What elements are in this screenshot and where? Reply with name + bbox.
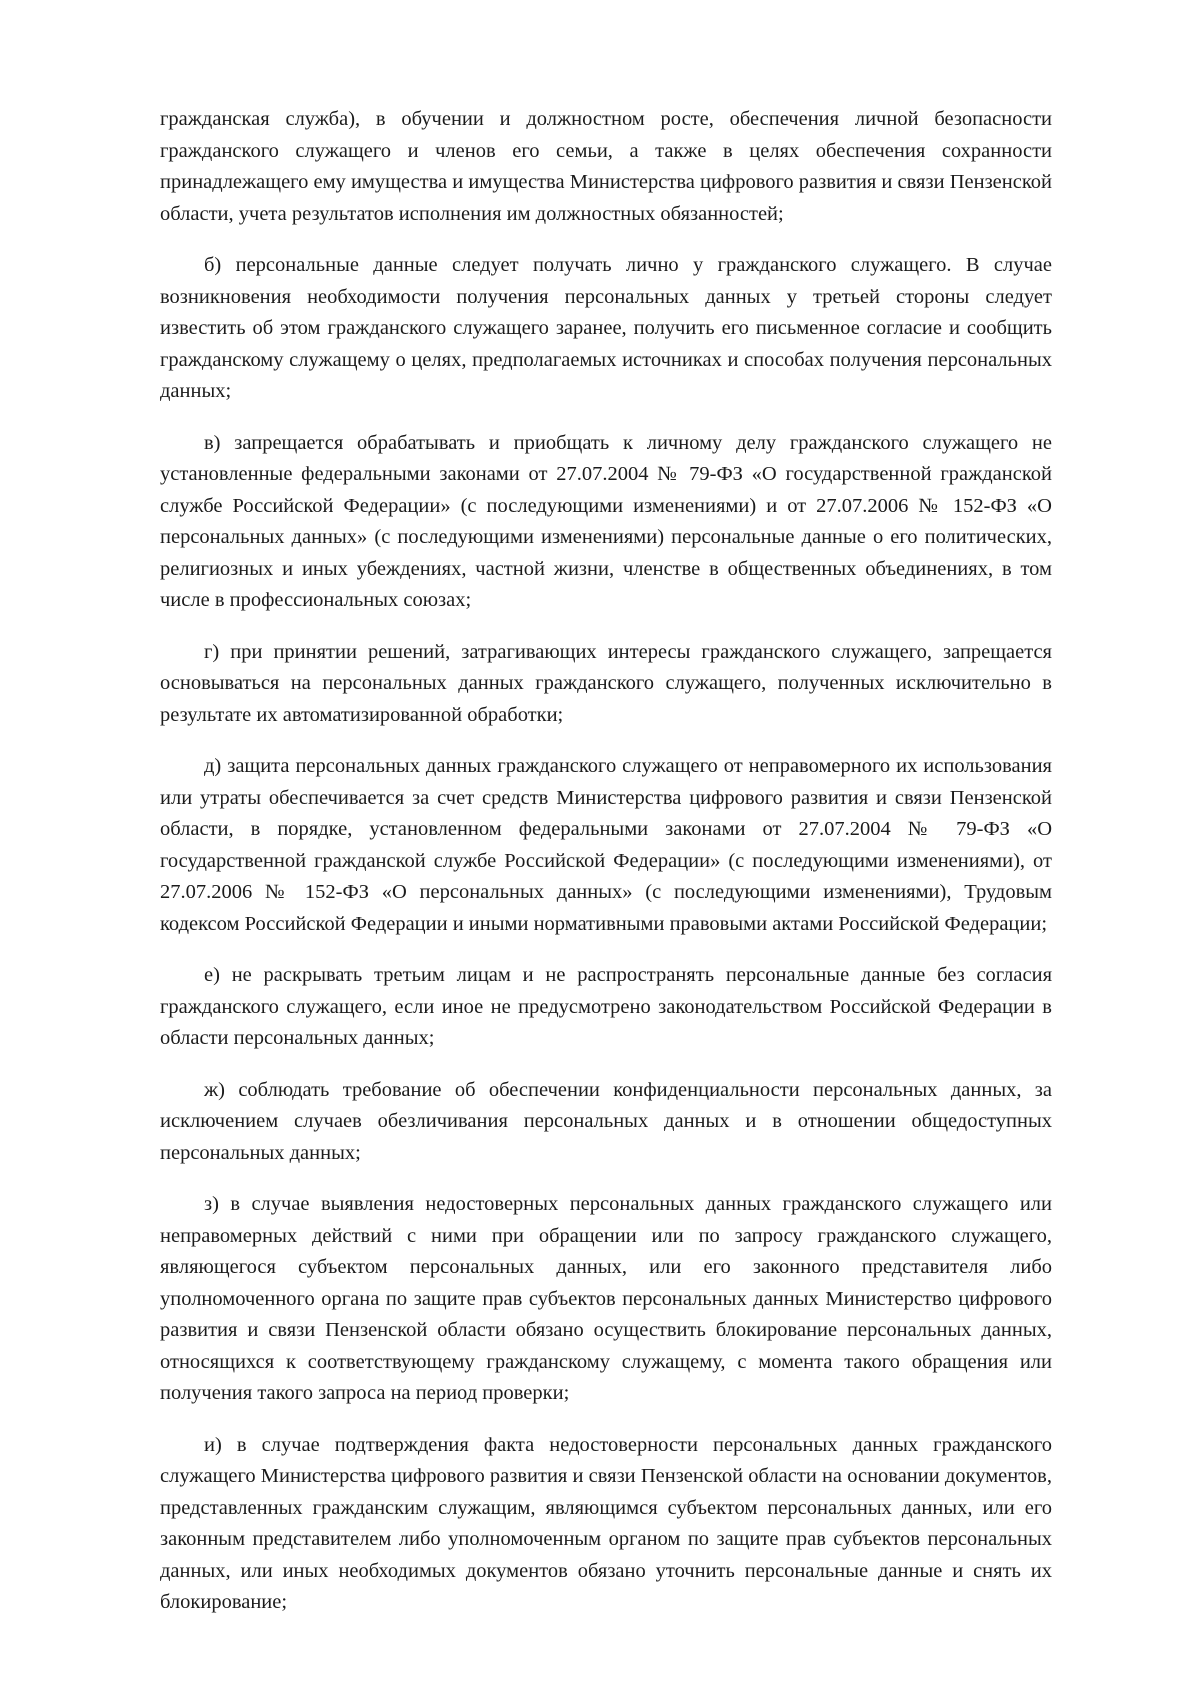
paragraph-item-b: б) персональные данные следует получать лично у гражданского служащего. В случае возникновения необходимости получения персональных данных у третьей стороны следует известить об этом гражданского служащего заранее, получить его письменное согласие и сообщить гражданскому служащему о целях, предполагаемых источниках и способах получения персональных данных; [160,254,1052,402]
paragraph-item-e: е) не раскрывать третьим лицам и не распространять персональные данные без согласия гражданского служащего, если иное не предусмотрено законодательством Российской Федерации в области персональных данных; [160,964,1052,1049]
document-text-body [160,104,1052,1619]
paragraph-item-z: з) в случае выявления недостоверных персональных данных гражданского служащего или неправомерных действий с ними при обращении или по запросу гражданского служащего, являющегося субъектом персональных данных, или его законного представителя либо уполномоченного органа по защите прав субъектов персональных данных Министерство цифрового развития и связи Пензенской области обязано осуществить блокирование персональных данных, относящихся к соответствующему гражданскому служащему, с момента такого обращения или получения такого запроса на период проверки; [160,1193,1052,1404]
paragraph-item-d: д) защита персональных данных гражданского служащего от неправомерного их использования или утраты обеспечивается за счет средств Министерства цифрового развития и связи Пензенской области, в порядке, установленном федеральными законами от 27.07.2004 № 79-ФЗ «О государственной гражданской службе Российской Федерации» (с последующими изменениями), от 27.07.2006 № 152-ФЗ «О персональных данных» (с последующими изменениями), Трудовым кодексом Российской Федерации и иными нормативными правовыми актами Российской Федерации; [160,755,1052,935]
paragraph-item-v: в) запрещается обрабатывать и приобщать к личному делу гражданского служащего не установленные федеральными законами от 27.07.2004 № 79-ФЗ «О государственной гражданской службе Российской Федерации» (с последующими изменениями) и от 27.07.2006 № 152-ФЗ «О персональных данных» (с последующими изменениями) персональные данные о его политических, религиозных и иных убеждениях, частной жизни, членстве в общественных объединениях, в том числе в профессиональных союзах; [160,431,1052,611]
paragraph-item-i: и) в случае подтверждения факта недостоверности персональных данных гражданского служащего Министерства цифрового развития и связи Пензенской области на основании документов, представленных гражданским служащим, являющимся субъектом персональных данных, или его законным представителем либо уполномоченным органом по защите прав субъектов персональных данных, или иных необходимых документов обязано уточнить персональные данные и снять их блокирование; [160,1433,1052,1613]
paragraph-item-zh: ж) соблюдать требование об обеспечении конфиденциальности персональных данных, за исключением случаев обезличивания персональных данных и в отношении общедоступных персональных данных; [160,1078,1052,1164]
paragraph-continued: гражданская служба), в обучении и должностном росте, обеспечения личной безопасности гражданского служащего и членов его семьи, а также в целях обеспечения сохранности принадлежащего ему имущества и имущества Министерства цифрового развития и связи Пензенской области, учета результатов исполнения им должностных обязанностей; [160,108,1052,225]
paragraph-item-g: г) при принятии решений, затрагивающих интересы гражданского служащего, запрещается основываться на персональных данных гражданского служащего, полученных исключительно в результате их автоматизированной обработки; [160,640,1052,726]
